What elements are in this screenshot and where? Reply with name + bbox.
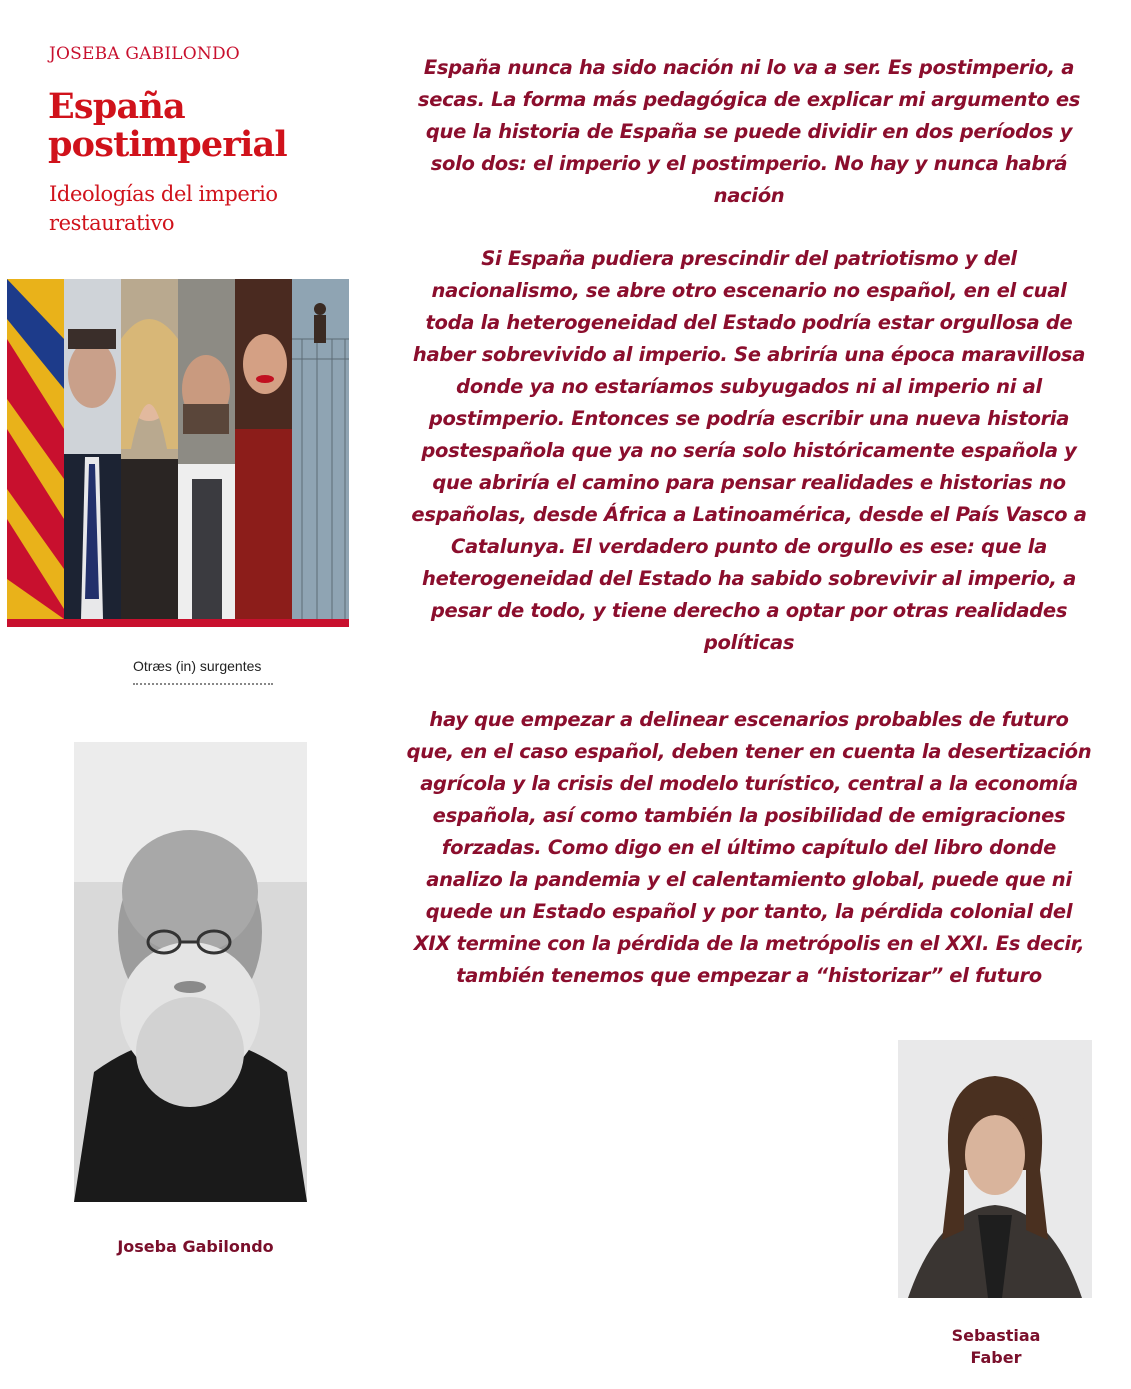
caption-joseba-gabilondo: Joseba Gabilondo [117,1237,274,1256]
cover-photo-collage [7,279,349,627]
quote-2: Si España pudiera prescindir del patriotismo y del nacionalismo, se abre otro escenario no español, en el cual toda la heterogeneidad del Estado podría estar orgullosa de haber sobrevivido al imperio. Se abriría una época maravillosa donde ya no estaríamos subyugados ni al imperio ni al postimperio. Entonces se podría escribir una nueva historia postespañola que ya no sería solo históricamente española y que abriría el camino para pensar realidades e historias no españolas, desde África a Latinoamérica, desde el País Vasco a Catalunya. El verdadero punto de orgullo es ese: que la heterogeneidad del Estado ha sabido sobrevivir al imperio, a pesar de todo, y tiene derecho a optar por otras realidades políticas [411,247,1087,654]
cover-series-name: Otræs (in) surgentes [133,658,273,685]
caption-sebastiaan-faber [930,1325,1062,1369]
quote-1: España nunca ha sido nación ni lo va a ser. Es postimperio, a secas. La forma más pedagógica de explicar mi argumento es que la historia de España se puede dividir en dos períodos y solo dos: el imperio y el postimperio. No hay y nunca habrá nación [417,56,1081,207]
quote-3: hay que empezar a delinear escenarios probables de futuro que, en el caso español, deben tener en cuenta la desertización agrícola y la crisis del modelo turístico, central a la economía española, así como también la posibilidad de emigraciones forzadas. Como digo en el último capítulo del libro donde analizo la pandemia y el calentamiento global, puede que ni quede un Estado español y por tanto, la pérdida colonial del XIX termine con la pérdida de la metrópolis en el XXI. Es decir, también tenemos que empezar a “historizar” el futuro [406,708,1092,987]
caption-faber-line-1: Sebastiaa [951,1326,1041,1345]
cover-subtitle: Ideologías del imperio restaurativo [49,182,278,235]
cover-title: España postimperial [48,86,287,165]
cover-author: JOSEBA GABILONDO [49,44,240,64]
portrait-joseba-gabilondo [74,742,307,1202]
caption-faber-line-2: Faber [970,1348,1022,1367]
portrait-sebastiaan-faber [898,1040,1092,1298]
